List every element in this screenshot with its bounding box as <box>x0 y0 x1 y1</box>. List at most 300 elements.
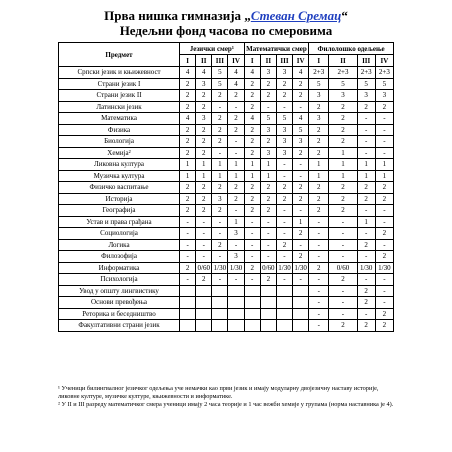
hours-cell: - <box>293 239 309 251</box>
hours-cell: - <box>244 251 260 263</box>
hours-cell: - <box>212 251 228 263</box>
hours-cell: 2 <box>196 205 212 217</box>
hours-cell: 2 <box>309 124 329 136</box>
hours-cell: - <box>260 101 276 113</box>
subject-cell: Реторика и беседништво <box>59 308 180 320</box>
hours-cell: 1 <box>212 170 228 182</box>
hours-cell: 2 <box>228 124 244 136</box>
hours-cell: 1 <box>309 159 329 171</box>
hours-cell: - <box>196 216 212 228</box>
hours-cell: 3 <box>276 67 292 79</box>
table-row <box>59 147 394 159</box>
hours-cell: 1 <box>329 170 357 182</box>
hours-cell: 2 <box>244 193 260 205</box>
group-header-math: Математички смер <box>246 44 307 53</box>
hours-cell: 1 <box>357 170 375 182</box>
hours-cell: - <box>276 170 292 182</box>
hours-cell: 1 <box>293 216 309 228</box>
hours-cell: - <box>293 205 309 217</box>
hours-cell <box>276 297 292 309</box>
table-row <box>59 320 394 332</box>
page-title <box>0 9 452 23</box>
hours-cell: 3 <box>212 193 228 205</box>
hours-cell: - <box>228 274 244 286</box>
table-row <box>59 182 394 194</box>
hours-cell: 2 <box>375 251 393 263</box>
hours-cell <box>244 285 260 297</box>
schedule-table <box>58 42 394 332</box>
hours-cell: 2 <box>293 193 309 205</box>
hours-cell: - <box>375 297 393 309</box>
hours-cell: - <box>309 274 329 286</box>
hours-cell <box>212 285 228 297</box>
hours-cell: 2+3 <box>329 67 357 79</box>
page-subtitle: Недељни фонд часова по смеровима <box>119 23 333 38</box>
hours-cell: 2 <box>260 90 276 102</box>
hours-cell: 2 <box>357 193 375 205</box>
hours-cell: 1 <box>244 159 260 171</box>
hours-cell: 2 <box>309 101 329 113</box>
subject-cell: Логика <box>59 239 180 251</box>
subject-cell: Филозофија <box>59 251 180 263</box>
hours-cell: 1/30 <box>357 262 375 274</box>
hours-cell <box>196 308 212 320</box>
hours-cell: 2 <box>329 101 357 113</box>
hours-cell: - <box>276 101 292 113</box>
hours-cell: 3 <box>260 67 276 79</box>
hours-cell: 2 <box>244 78 260 90</box>
hours-cell <box>180 297 196 309</box>
hours-cell: - <box>375 216 393 228</box>
hours-cell: 3 <box>276 147 292 159</box>
subject-cell: Психологија <box>59 274 180 286</box>
hours-cell: - <box>375 205 393 217</box>
hours-cell: 1/30 <box>229 263 243 272</box>
hours-cell: - <box>357 228 375 240</box>
hours-cell: 2 <box>293 78 309 90</box>
hours-cell: 1/30 <box>278 263 291 272</box>
table-row <box>59 170 394 182</box>
hours-cell: - <box>228 147 244 159</box>
hours-cell: 3 <box>196 113 212 125</box>
hours-cell: 2 <box>357 285 375 297</box>
hours-cell: 2 <box>180 262 196 274</box>
hours-cell: 2 <box>180 101 196 113</box>
subject-column-header: Предмет <box>59 43 180 67</box>
hours-cell: - <box>309 285 329 297</box>
subject-cell: Српски језик и књижевност <box>59 67 180 79</box>
hours-cell: - <box>375 274 393 286</box>
hours-cell: 2 <box>329 136 357 148</box>
hours-cell: - <box>329 297 357 309</box>
hours-cell: - <box>293 101 309 113</box>
hours-cell: 2 <box>212 182 228 194</box>
hours-cell: 3 <box>196 78 212 90</box>
year-header: IV <box>375 55 393 67</box>
year-header: II <box>329 55 357 67</box>
hours-cell: 2 <box>329 274 357 286</box>
hours-cell: - <box>228 136 244 148</box>
table-row <box>59 274 394 286</box>
hours-cell: 3 <box>260 147 276 159</box>
hours-cell: 1 <box>329 147 357 159</box>
hours-cell: 1/30 <box>213 263 227 272</box>
hours-cell: 2 <box>276 90 292 102</box>
hours-cell: 1 <box>180 170 196 182</box>
hours-cell <box>196 320 212 332</box>
hours-cell: - <box>260 228 276 240</box>
hours-cell: 2 <box>196 124 212 136</box>
hours-cell: 2 <box>293 228 309 240</box>
hours-cell <box>260 285 276 297</box>
footnote-1: ¹ Ученици билингвалног језичког одељења уче немачки као први језик и имају модуларну двојезичну наставу историје, ликовне културе, музичке културе, књижевности и информатике. <box>58 385 379 400</box>
subject-cell: Географија <box>59 205 180 217</box>
subject-cell: Историја <box>59 193 180 205</box>
hours-cell: 2 <box>180 90 196 102</box>
hours-cell: 2 <box>375 228 393 240</box>
schedule-rows <box>59 67 394 332</box>
hours-cell: - <box>228 239 244 251</box>
hours-cell: - <box>180 216 196 228</box>
hours-cell: 2 <box>309 182 329 194</box>
hours-cell: 2 <box>293 182 309 194</box>
hours-cell: 2 <box>244 136 260 148</box>
hours-cell <box>228 320 244 332</box>
hours-cell: 2 <box>244 147 260 159</box>
hours-cell: 2 <box>357 239 375 251</box>
hours-cell: 2 <box>357 182 375 194</box>
hours-cell: - <box>244 228 260 240</box>
subject-cell: Социологија <box>59 228 180 240</box>
hours-cell: 2 <box>329 320 357 332</box>
group-header-language: Језички смер¹ <box>180 43 245 55</box>
table-row <box>59 159 394 171</box>
hours-cell <box>212 308 228 320</box>
hours-cell: 2 <box>228 113 244 125</box>
hours-cell: 3 <box>293 136 309 148</box>
subject-cell: Биологија <box>59 136 180 148</box>
hours-cell: 2 <box>260 136 276 148</box>
hours-cell: 2 <box>180 182 196 194</box>
hours-cell: 2+3 <box>309 67 329 79</box>
hours-cell: - <box>357 205 375 217</box>
hours-cell: 2 <box>329 193 357 205</box>
year-header: I <box>180 55 196 67</box>
title-suffix: “ <box>341 8 348 23</box>
hours-cell: - <box>260 251 276 263</box>
hours-cell: - <box>244 274 260 286</box>
hours-cell <box>293 308 309 320</box>
hours-cell: - <box>212 216 228 228</box>
hours-cell: 2 <box>244 262 260 274</box>
hours-cell: - <box>244 239 260 251</box>
hours-cell: - <box>212 274 228 286</box>
hours-cell: 2 <box>309 205 329 217</box>
table-row <box>59 124 394 136</box>
hours-cell: 1/30 <box>375 262 393 274</box>
year-header: I <box>309 55 329 67</box>
hours-cell: 1 <box>357 159 375 171</box>
hours-cell: - <box>276 159 292 171</box>
hours-cell: 4 <box>244 113 260 125</box>
hours-cell: - <box>212 228 228 240</box>
hours-cell: - <box>357 147 375 159</box>
hours-cell: 2 <box>228 182 244 194</box>
hours-cell: 4 <box>293 113 309 125</box>
hours-cell: 5 <box>329 78 357 90</box>
hours-cell: 3 <box>357 90 375 102</box>
hours-cell: 2 <box>260 78 276 90</box>
hours-cell: 3 <box>276 124 292 136</box>
hours-cell: - <box>180 239 196 251</box>
hours-cell: 2 <box>375 182 393 194</box>
hours-cell: - <box>293 159 309 171</box>
hours-cell <box>260 297 276 309</box>
hours-cell: - <box>375 285 393 297</box>
hours-cell: 2 <box>180 193 196 205</box>
hours-cell: - <box>309 297 329 309</box>
subject-cell: Музичка култура <box>59 170 180 182</box>
hours-cell: - <box>180 228 196 240</box>
hours-cell: 2 <box>309 193 329 205</box>
hours-cell: 3 <box>228 251 244 263</box>
subject-cell: Физичко васпитање <box>59 182 180 194</box>
hours-cell: 1 <box>329 159 357 171</box>
hours-cell: 2 <box>212 113 228 125</box>
hours-cell: 2 <box>293 147 309 159</box>
hours-cell: 4 <box>180 67 196 79</box>
hours-cell: 3 <box>260 124 276 136</box>
subject-cell: Хемија² <box>59 147 180 159</box>
hours-cell <box>244 308 260 320</box>
table-row <box>59 308 394 320</box>
hours-cell: 2 <box>244 205 260 217</box>
hours-cell: 3 <box>276 136 292 148</box>
group-header-philology: Филолошко одељење <box>309 43 394 55</box>
hours-cell: 2 <box>180 136 196 148</box>
subject-cell: Страни језик II <box>59 90 180 102</box>
hours-cell: - <box>309 216 329 228</box>
hours-cell: 2 <box>196 90 212 102</box>
hours-cell <box>196 297 212 309</box>
hours-cell: 2 <box>309 147 329 159</box>
hours-cell <box>180 320 196 332</box>
hours-cell: 4 <box>228 78 244 90</box>
hours-cell: 2 <box>196 193 212 205</box>
hours-cell: 1 <box>228 216 244 228</box>
table-row <box>59 78 394 90</box>
hours-cell <box>260 320 276 332</box>
hours-cell: - <box>260 216 276 228</box>
subject-cell: Ликовна култура <box>59 159 180 171</box>
hours-cell: 2 <box>375 320 393 332</box>
hours-cell: - <box>293 170 309 182</box>
hours-cell: 4 <box>293 67 309 79</box>
hours-cell: 4 <box>244 67 260 79</box>
hours-cell: 1 <box>309 170 329 182</box>
hours-cell: 2 <box>260 274 276 286</box>
hours-cell <box>244 320 260 332</box>
hours-cell: 4 <box>180 113 196 125</box>
hours-cell <box>293 320 309 332</box>
hours-cell: 2 <box>309 136 329 148</box>
hours-cell: 2 <box>244 90 260 102</box>
hours-cell: 2 <box>260 193 276 205</box>
hours-cell: 2 <box>309 262 329 274</box>
footnote-2: ² У II и III разреду математичког смера ученици имају 2 часа теорије и 1 час вежби хемије у групама (норма наставника је 4). <box>58 401 394 408</box>
hours-cell: 2 <box>212 136 228 148</box>
hours-cell: - <box>276 216 292 228</box>
hours-cell: 3 <box>309 113 329 125</box>
hours-cell: 2 <box>260 182 276 194</box>
hours-cell: - <box>375 113 393 125</box>
hours-cell: - <box>196 228 212 240</box>
hours-cell: - <box>329 239 357 251</box>
hours-cell: - <box>375 124 393 136</box>
subject-cell: Математика <box>59 113 180 125</box>
hours-cell <box>260 308 276 320</box>
hours-cell: - <box>309 239 329 251</box>
subject-cell: Латински језик <box>59 101 180 113</box>
hours-cell: 2 <box>276 239 292 251</box>
subject-cell: Устав и права грађана <box>59 216 180 228</box>
hours-cell: - <box>375 147 393 159</box>
hours-cell: 2 <box>196 147 212 159</box>
hours-cell: 2 <box>212 90 228 102</box>
hours-cell: 1 <box>228 159 244 171</box>
hours-cell: - <box>375 239 393 251</box>
hours-cell: 2 <box>293 251 309 263</box>
hours-cell: - <box>357 136 375 148</box>
hours-cell: 2 <box>212 239 228 251</box>
subject-cell: Факултативни страни језик <box>59 320 180 332</box>
table-row <box>59 285 394 297</box>
hours-cell: - <box>329 251 357 263</box>
hours-cell: 3 <box>309 90 329 102</box>
hours-cell: 2 <box>329 124 357 136</box>
year-header: I <box>244 55 260 67</box>
hours-cell: 2 <box>180 205 196 217</box>
hours-cell: 2 <box>244 124 260 136</box>
footnotes <box>58 385 398 409</box>
hours-cell <box>180 285 196 297</box>
hours-cell: - <box>228 205 244 217</box>
title-prefix: Прва нишка гимназија „ <box>104 8 251 23</box>
hours-cell: - <box>212 101 228 113</box>
hours-cell: 2 <box>357 320 375 332</box>
table-row <box>59 297 394 309</box>
hours-cell: 1 <box>375 170 393 182</box>
subject-cell: Физика <box>59 124 180 136</box>
hours-cell: - <box>309 251 329 263</box>
hours-cell: 2 <box>357 297 375 309</box>
hours-cell: 2 <box>180 147 196 159</box>
hours-cell <box>228 285 244 297</box>
subject-cell: Информатика <box>59 262 180 274</box>
year-header: III <box>212 55 228 67</box>
year-header: II <box>260 55 276 67</box>
table-row <box>59 67 394 79</box>
hours-cell: - <box>276 251 292 263</box>
hours-cell <box>293 297 309 309</box>
hours-cell <box>276 285 292 297</box>
year-header: IV <box>293 55 309 67</box>
hours-cell: 2 <box>329 205 357 217</box>
hours-cell: 2 <box>276 78 292 90</box>
hours-cell: 2 <box>228 90 244 102</box>
hours-cell: 0/60 <box>262 263 275 272</box>
hours-cell <box>228 297 244 309</box>
hours-cell: - <box>276 228 292 240</box>
hours-cell: 5 <box>212 78 228 90</box>
hours-cell: 1/30 <box>294 263 307 272</box>
hours-cell <box>212 297 228 309</box>
hours-cell: - <box>357 124 375 136</box>
hours-cell: 3 <box>375 90 393 102</box>
hours-cell <box>228 308 244 320</box>
hours-cell <box>180 308 196 320</box>
hours-cell: 5 <box>260 113 276 125</box>
hours-cell: 4 <box>196 67 212 79</box>
hours-cell: 2+3 <box>357 67 375 79</box>
hours-cell: 2 <box>244 101 260 113</box>
hours-cell: 4 <box>228 67 244 79</box>
hours-cell: 1 <box>180 159 196 171</box>
school-name-link[interactable]: Стеван Сремац <box>250 8 342 23</box>
year-header: III <box>276 55 292 67</box>
hours-cell: 1 <box>196 159 212 171</box>
hours-cell: - <box>375 136 393 148</box>
hours-cell: 5 <box>212 67 228 79</box>
hours-cell: 2 <box>180 78 196 90</box>
hours-cell: - <box>293 274 309 286</box>
hours-cell: - <box>309 228 329 240</box>
hours-cell: 2 <box>212 124 228 136</box>
hours-cell: 0/60 <box>329 262 357 274</box>
hours-cell: 2 <box>329 182 357 194</box>
hours-cell: 2 <box>293 90 309 102</box>
hours-cell: - <box>329 228 357 240</box>
hours-cell: - <box>180 274 196 286</box>
hours-cell <box>276 320 292 332</box>
hours-cell: - <box>212 147 228 159</box>
table-row <box>59 216 394 228</box>
hours-cell <box>244 297 260 309</box>
table-row <box>59 101 394 113</box>
hours-cell: - <box>244 216 260 228</box>
hours-cell: - <box>260 239 276 251</box>
hours-cell: 2 <box>196 101 212 113</box>
hours-cell: 2 <box>244 182 260 194</box>
subject-cell: Страни језик I <box>59 78 180 90</box>
hours-cell: 5 <box>309 78 329 90</box>
hours-cell: 2 <box>228 193 244 205</box>
year-header: II <box>196 55 212 67</box>
hours-cell: 1 <box>196 170 212 182</box>
hours-cell: - <box>228 101 244 113</box>
hours-cell: 1 <box>260 159 276 171</box>
hours-cell: 1 <box>260 170 276 182</box>
hours-cell: 2 <box>260 205 276 217</box>
hours-cell: 2 <box>276 182 292 194</box>
hours-cell: - <box>329 285 357 297</box>
hours-cell: 5 <box>375 78 393 90</box>
hours-cell: 2+3 <box>375 67 393 79</box>
hours-cell: - <box>329 308 357 320</box>
hours-cell: 5 <box>357 78 375 90</box>
hours-cell: 1 <box>212 159 228 171</box>
hours-cell: 2 <box>212 205 228 217</box>
